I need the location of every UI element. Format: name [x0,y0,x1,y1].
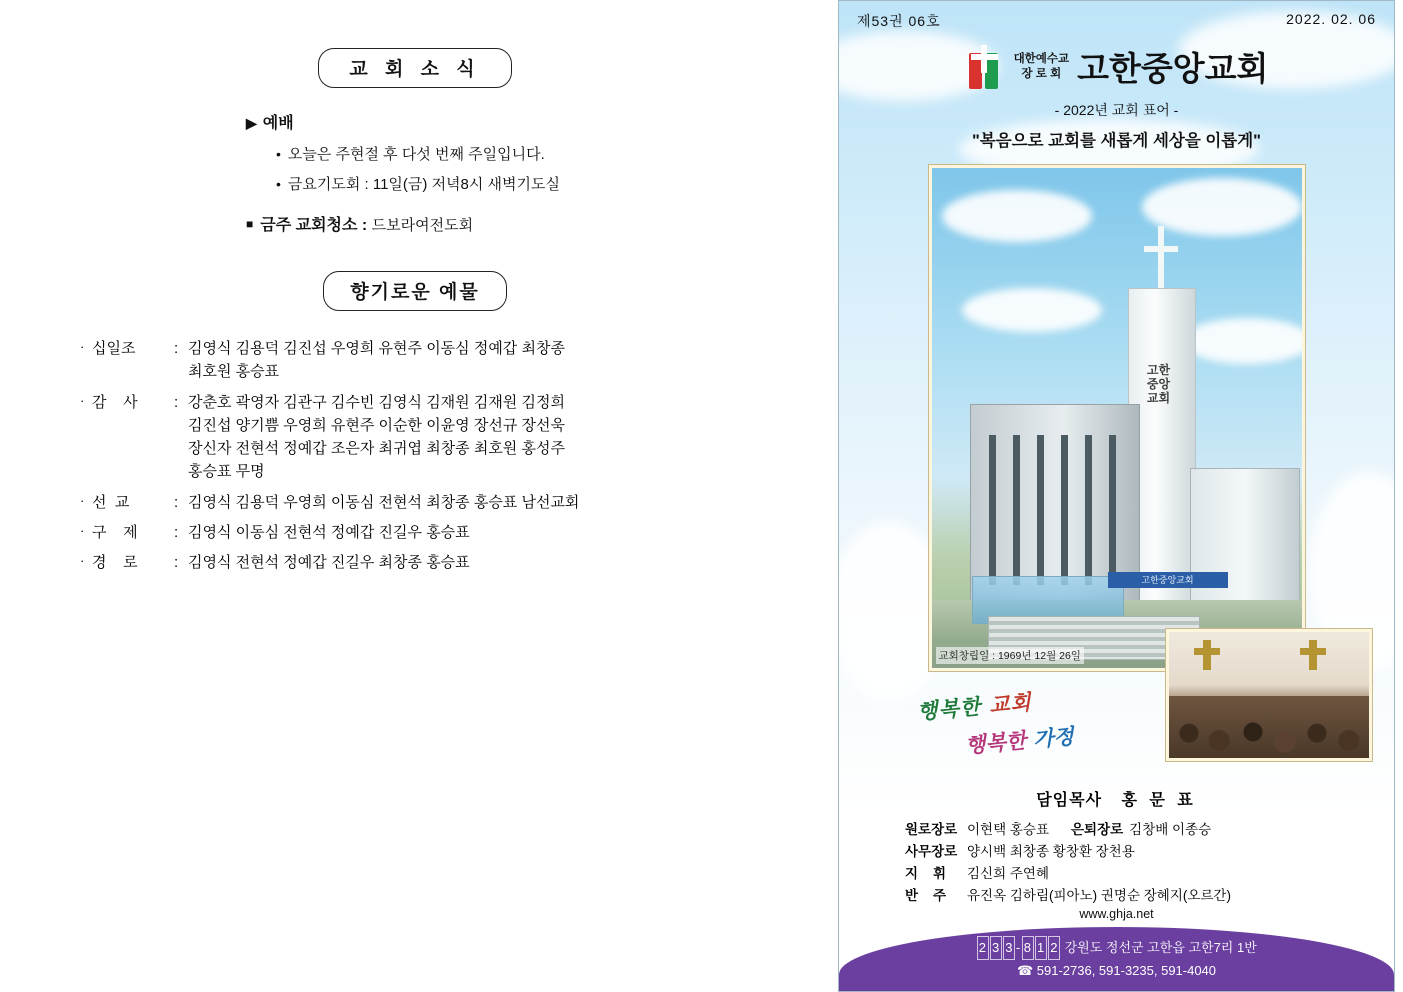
bulletin-cover-page [838,0,1395,992]
church-logo-row [839,43,1394,90]
offering-row [80,337,780,384]
church-website[interactable]: www.ghja.net [1079,907,1154,921]
cross-logo-icon [965,45,1007,89]
church-vertical-sign: 고한중앙교회 [1146,363,1171,405]
slogan-line-2: 행복한 가정 [964,723,1075,758]
staff-names: 김신희 주연혜 [967,865,1049,881]
offering-row [80,391,780,484]
slogan-line-1: 행복한 교회 [916,689,1033,724]
worship-block [246,110,830,235]
photo-caption: 교회창립일 : 1969년 12월 26일 [936,647,1084,664]
dot-icon: · [80,553,85,568]
offering-names [188,521,780,544]
offering-list [80,337,780,574]
offering-name-line: 김영식 전현석 정예갑 진길우 최창종 홍승표 [188,554,470,571]
church-news-title-row [0,48,830,88]
offering-name-line: 김영식 김용덕 김진섭 우영희 유현주 이동심 정예갑 최창종 [188,340,565,357]
colon-separator: : [174,493,179,511]
senior-pastor-role: 담임목사 [1036,792,1103,809]
dot-icon: · [80,339,85,354]
steeple-cross-icon [1144,246,1178,252]
church-name-signboard: 고한중앙교회 [1108,572,1228,588]
staff-role: 원로장로 [905,822,958,837]
colon-separator: : [174,523,179,541]
cloud-decoration [942,190,1092,242]
offering-names [188,391,780,484]
worship-heading: ▶ 예배 [246,115,294,132]
offering-names [188,551,780,574]
offering-category: 구 제 [92,523,138,541]
cover-header [839,1,1394,31]
senior-pastor-row [839,787,1394,810]
church-news-title: 교 회 소 식 [318,48,511,88]
cloud-decoration [962,288,1102,332]
dot-icon: · [80,492,85,508]
volume-number: 제53권 06호 [857,13,941,29]
staff-names: 양시백 최창종 황창환 장천용 [967,843,1135,859]
offering-category: 경 로 [92,554,138,571]
cloud-decoration [1142,178,1302,236]
colon-separator: : [174,393,179,411]
issue-date: 2022. 02. 06 [1286,11,1376,27]
zipcode: 2 3 3 - 8 1 2 [976,936,1061,959]
offering-name-line: 최호원 홍승표 [188,363,280,381]
church-building-photo [929,165,1305,671]
address-row [839,936,1394,959]
staff-role: 반 주 [905,887,947,903]
offering-names [188,337,780,384]
staff-row [905,841,1370,863]
offering-row [80,521,780,544]
offering-name-line: 김영식 이동심 전현석 정예갑 진길우 홍승표 [188,523,470,541]
worship-item: • 금요기도회 : 11일(금) 저녁8시 새벽기도실 [276,176,560,193]
church-slogan [916,689,1075,758]
dot-icon: · [80,392,85,408]
staff-names: 이현택 홍승표 은퇴장로 김창배 이종승 [967,822,1212,837]
motto-label: - 2022년 교회 표어 - [1054,102,1179,118]
staff-row [905,819,1370,841]
staff-role: 지 휘 [905,865,947,881]
offering-title: 향기로운 예물 [323,271,506,311]
offering-name-line: 홍승표 무명 [188,463,265,481]
offering-category: 십일조 [92,340,136,357]
cross-icon [1309,640,1317,670]
staff-row [905,863,1370,885]
staff-row [905,885,1370,907]
address: 강원도 정선군 고한읍 고한7리 1반 [1064,940,1257,956]
offering-row [80,491,780,514]
phone-numbers: ☎ 591-2736, 591-3235, 591-4040 [1016,962,1217,978]
senior-pastor-name: 홍 문 표 [1121,792,1197,809]
congregation-crowd [1169,696,1369,758]
offering-name-line: 장신자 전현석 정예갑 조은자 최귀엽 최창종 최호원 홍성주 [188,440,565,457]
colon-separator: : [174,554,179,571]
staff-role-secondary: 은퇴장로 [1071,822,1124,837]
dot-bullet-icon: • [276,176,281,192]
church-name: 고한중앙교회 [1077,50,1269,87]
offering-category: 감 사 [92,393,138,411]
steeple-cross-icon [1158,226,1164,292]
cleaning-duty-value: 드보라여전도회 [371,217,474,234]
staff-list [905,819,1370,906]
denomination-line2: 장 로 회 [1021,67,1062,80]
cloud-decoration [1182,318,1305,364]
staff-names-secondary: 김창배 이종승 [1129,822,1212,837]
offering-category: 선 교 [92,493,130,511]
offering-title-row [0,271,830,311]
offering-name-line: 강춘호 곽영자 김관구 김수빈 김영식 김재원 김재원 김정희 [188,393,565,411]
triangle-bullet-icon: ▶ [246,115,257,131]
offering-name-line: 김진섭 양기쁨 우영희 유현주 이순한 이윤영 장선규 장선욱 [188,416,565,434]
motto-text: "복음으로 교회를 새롭게 세상을 이롭게" [971,132,1261,150]
colon-separator: : [174,340,179,357]
dot-bullet-icon: • [276,146,281,162]
dot-icon: · [80,522,85,538]
staff-role: 사무장로 [905,843,958,859]
worship-item: • 오늘은 주현절 후 다섯 번째 주일입니다. [276,146,545,163]
footer-contact [839,936,1394,981]
square-bullet-icon: ■ [246,217,254,231]
denomination-label [1014,52,1070,81]
cross-icon [1203,640,1211,670]
offering-names [188,491,780,514]
offering-row [80,551,780,574]
staff-names: 유진옥 김하림(피아노) 권명순 장혜지(오르간) [967,887,1231,903]
congregation-photo [1166,629,1372,761]
denomination-line1: 대한예수교 [1013,53,1070,66]
cleaning-duty-row: ■ 금주 교회청소 : 드보라여전도회 [246,217,474,234]
offering-name-line: 김영식 김용덕 우영희 이동심 전현석 최창종 홍승표 남선교회 [188,493,580,511]
